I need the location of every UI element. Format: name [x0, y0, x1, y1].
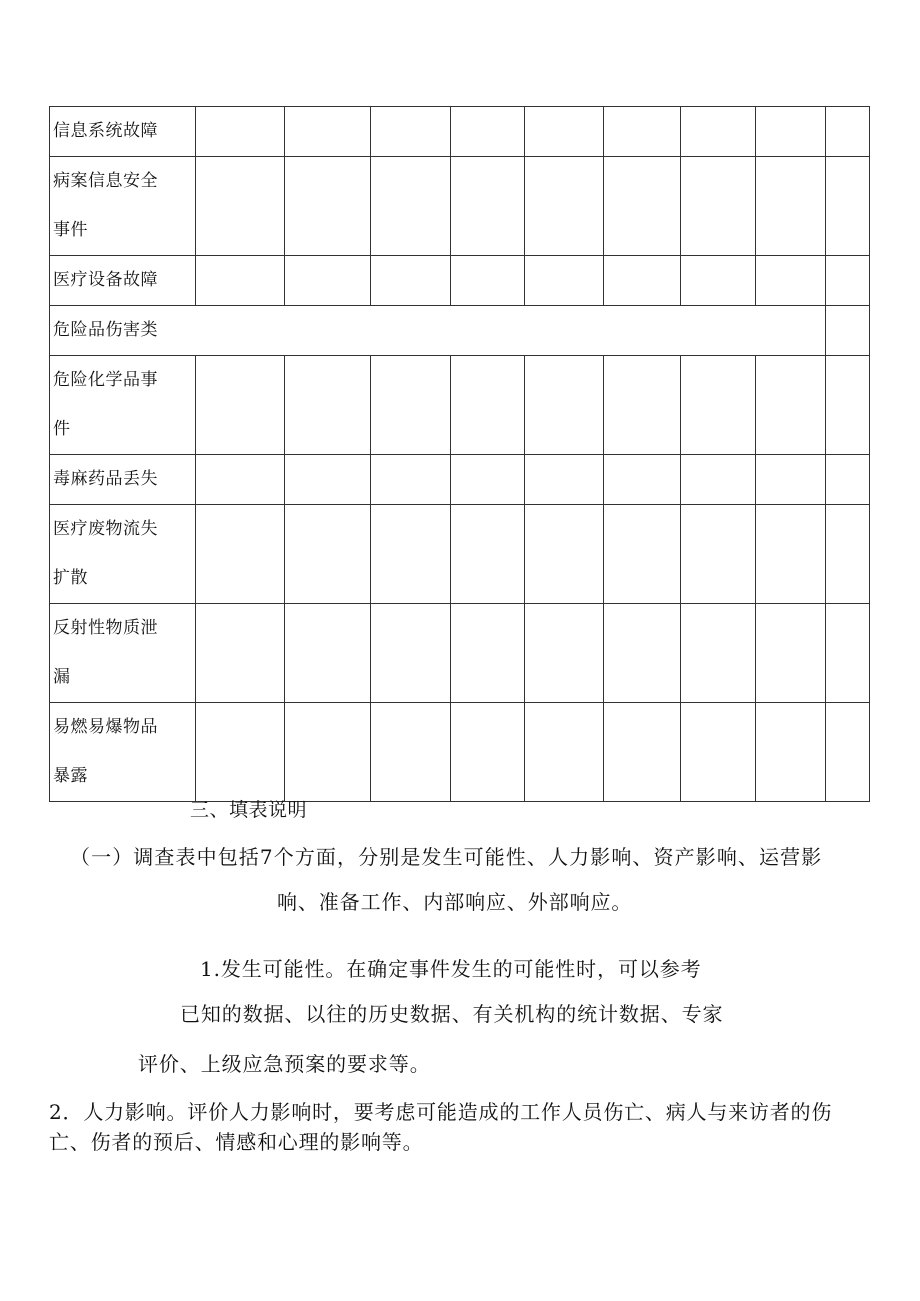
table-cell[interactable]	[285, 604, 371, 703]
table-cell[interactable]	[371, 256, 451, 306]
row-label-line: 件	[53, 419, 71, 439]
table-cell[interactable]	[681, 455, 756, 505]
row-label-line: 医疗废物流失	[53, 519, 158, 539]
row-label	[50, 306, 826, 356]
table-cell[interactable]	[756, 455, 826, 505]
table-cell[interactable]	[604, 455, 681, 505]
table-cell[interactable]	[451, 256, 525, 306]
table-cell[interactable]	[826, 604, 870, 703]
row-label-line: 扩散	[53, 568, 88, 588]
row-label-line: 病案信息安全	[53, 171, 158, 191]
table-cell[interactable]	[826, 455, 870, 505]
table-row	[50, 703, 870, 802]
table-cell[interactable]	[451, 505, 525, 604]
table-cell[interactable]	[525, 107, 604, 157]
item-1-line-1: 1.发生可能性。在确定事件发生的可能性时，可以参考	[200, 957, 702, 981]
row-label	[50, 356, 196, 455]
table-cell[interactable]	[681, 256, 756, 306]
row-label-line: 反射性物质泄	[53, 618, 158, 638]
table-cell[interactable]	[451, 604, 525, 703]
table-body	[50, 107, 870, 802]
table-cell[interactable]	[451, 107, 525, 157]
table-row	[50, 107, 870, 157]
table-cell[interactable]	[525, 356, 604, 455]
table-cell[interactable]	[756, 157, 826, 256]
table-cell[interactable]	[681, 703, 756, 802]
table-cell[interactable]	[451, 157, 525, 256]
table-cell[interactable]	[756, 703, 826, 802]
table-cell[interactable]	[826, 306, 870, 356]
table-cell[interactable]	[826, 356, 870, 455]
row-label	[50, 157, 196, 256]
table-cell[interactable]	[826, 505, 870, 604]
table-cell[interactable]	[285, 157, 371, 256]
intro-line-1: （一）调查表中包括7个方面，分别是发生可能性、人力影响、资产影响、运营影	[70, 845, 823, 869]
table-cell[interactable]	[371, 505, 451, 604]
table-cell[interactable]	[371, 455, 451, 505]
table-cell[interactable]	[681, 157, 756, 256]
table-cell[interactable]	[196, 356, 285, 455]
table-cell[interactable]	[371, 157, 451, 256]
table-cell[interactable]	[681, 505, 756, 604]
table-cell[interactable]	[285, 256, 371, 306]
table-cell[interactable]	[371, 356, 451, 455]
table-cell[interactable]	[826, 703, 870, 802]
row-label-line: 毒麻药品丢失	[53, 469, 158, 489]
table-row	[50, 455, 870, 505]
table-cell[interactable]	[681, 604, 756, 703]
row-label	[50, 455, 196, 505]
table-cell[interactable]	[285, 455, 371, 505]
row-label	[50, 703, 196, 802]
item-2-paragraph: 2．人力影响。评价人力影响时，要考虑可能造成的工作人员伤亡、病人与来访者的伤亡、伤者的预后、情感和心理的影响等。	[49, 1100, 833, 1154]
table-cell[interactable]	[525, 256, 604, 306]
table-cell[interactable]	[285, 505, 371, 604]
intro-line-2: 响、准备工作、内部响应、外部响应。	[277, 890, 633, 914]
table-cell[interactable]	[196, 505, 285, 604]
table-cell[interactable]	[756, 256, 826, 306]
row-label-line: 暴露	[53, 766, 88, 786]
table-cell[interactable]	[756, 107, 826, 157]
risk-assessment-table	[49, 106, 870, 802]
table-cell[interactable]	[604, 107, 681, 157]
table-cell[interactable]	[196, 703, 285, 802]
table-cell[interactable]	[525, 604, 604, 703]
table-row	[50, 157, 870, 256]
table-row	[50, 306, 870, 356]
table-row	[50, 356, 870, 455]
table-cell[interactable]	[756, 356, 826, 455]
table-cell[interactable]	[196, 157, 285, 256]
table-cell[interactable]	[451, 703, 525, 802]
row-label	[50, 107, 196, 157]
table-cell[interactable]	[196, 256, 285, 306]
row-label-line: 易燃易爆物品	[53, 717, 158, 737]
item-1-line-2: 已知的数据、以往的历史数据、有关机构的统计数据、专家	[180, 1002, 724, 1026]
table-cell[interactable]	[371, 703, 451, 802]
table-cell[interactable]	[525, 703, 604, 802]
row-label-line: 信息系统故障	[53, 121, 158, 141]
table-row	[50, 256, 870, 306]
row-label-line: 漏	[53, 667, 71, 687]
table-cell[interactable]	[604, 604, 681, 703]
row-label	[50, 505, 196, 604]
table-cell[interactable]	[826, 256, 870, 306]
table-cell[interactable]	[525, 455, 604, 505]
table-cell[interactable]	[756, 505, 826, 604]
row-label-line: 危险品伤害类	[53, 320, 158, 340]
table-cell[interactable]	[604, 256, 681, 306]
table-cell[interactable]	[196, 604, 285, 703]
row-label-line: 医疗设备故障	[53, 270, 158, 290]
table-cell[interactable]	[525, 157, 604, 256]
table-cell[interactable]	[826, 107, 870, 157]
table-cell[interactable]	[756, 604, 826, 703]
table-cell[interactable]	[285, 703, 371, 802]
table-cell[interactable]	[371, 107, 451, 157]
table-cell[interactable]	[451, 455, 525, 505]
row-label	[50, 604, 196, 703]
table-row	[50, 604, 870, 703]
row-label-line: 事件	[53, 220, 88, 240]
table-cell[interactable]	[681, 356, 756, 455]
row-label-line: 危险化学品事	[53, 370, 158, 390]
table-cell[interactable]	[681, 107, 756, 157]
table-cell[interactable]	[525, 505, 604, 604]
item-1-line-3: 评价、上级应急预案的要求等。	[138, 1052, 431, 1076]
table-cell[interactable]	[196, 455, 285, 505]
section-heading: 三、填表说明	[190, 799, 308, 821]
table-cell[interactable]	[371, 604, 451, 703]
table-cell[interactable]	[826, 157, 870, 256]
table-cell[interactable]	[451, 356, 525, 455]
table-cell[interactable]	[604, 356, 681, 455]
table-row	[50, 505, 870, 604]
table-cell[interactable]	[285, 356, 371, 455]
row-label	[50, 256, 196, 306]
table-cell[interactable]	[604, 703, 681, 802]
table-cell[interactable]	[604, 157, 681, 256]
table-cell[interactable]	[285, 107, 371, 157]
table-cell[interactable]	[604, 505, 681, 604]
table-cell[interactable]	[196, 107, 285, 157]
